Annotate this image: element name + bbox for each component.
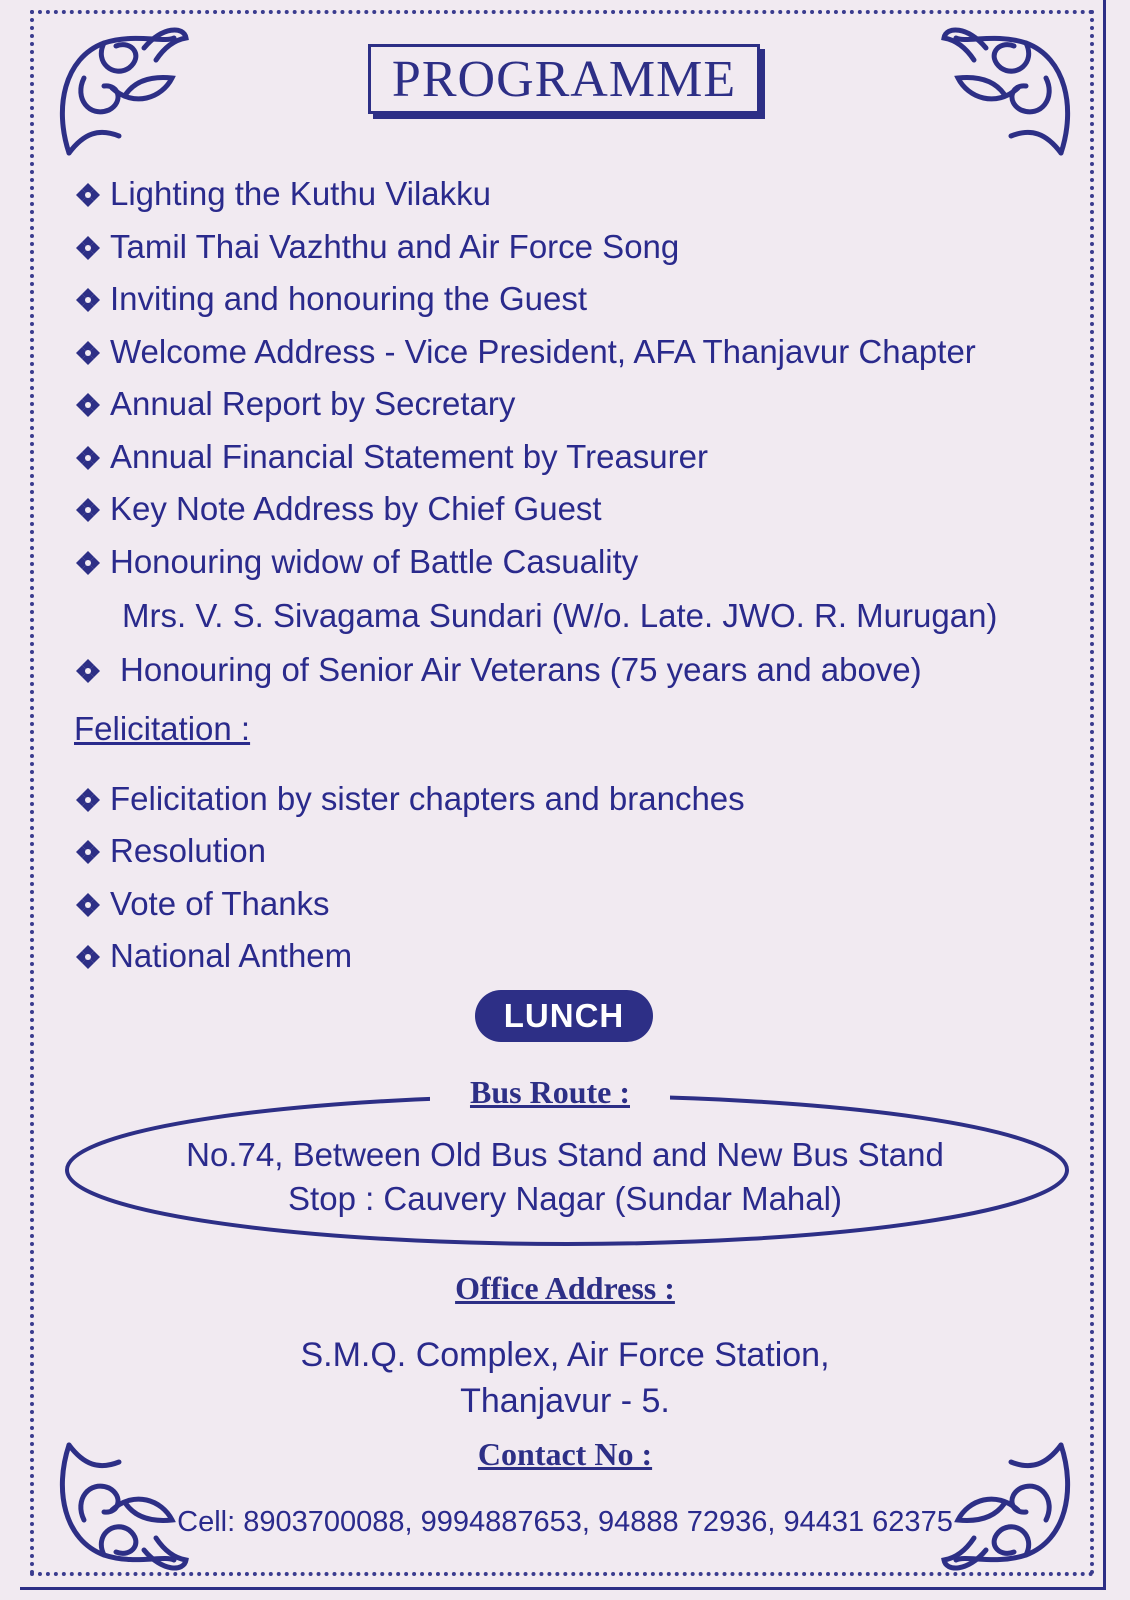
diamond-knot-icon xyxy=(74,655,110,685)
list-item xyxy=(74,168,1054,221)
list-item xyxy=(74,644,1054,697)
diamond-knot-icon xyxy=(74,941,110,971)
list-item-label: Annual Report by Secretary xyxy=(110,385,516,423)
list-item-label: National Anthem xyxy=(110,937,353,975)
list-item xyxy=(74,773,1054,826)
list-item-label: Key Note Address by Chief Guest xyxy=(110,490,602,528)
list-item-label: Annual Financial Statement by Treasurer xyxy=(110,437,708,475)
widow-name: Mrs. V. S. Sivagama Sundari (W/o. Late. JWO. R. Murugan) xyxy=(122,597,998,634)
list-item xyxy=(74,825,1054,878)
list-item-label: Resolution xyxy=(110,832,266,870)
list-item-label: Tamil Thai Vazhthu and Air Force Song xyxy=(110,227,680,265)
list-item xyxy=(74,378,1054,431)
diamond-knot-icon xyxy=(74,389,110,419)
list-item xyxy=(74,221,1054,274)
floral-scroll-icon xyxy=(936,18,1086,168)
list-item xyxy=(74,326,1054,379)
list-item xyxy=(74,878,1054,931)
diamond-knot-icon xyxy=(74,337,110,367)
diamond-knot-icon xyxy=(74,889,110,919)
diamond-knot-icon xyxy=(74,179,110,209)
diamond-knot-icon xyxy=(74,547,110,577)
bus-route-line1: No.74, Between Old Bus Stand and New Bus Stand xyxy=(186,1136,944,1173)
list-item-label: Honouring widow of Battle Casuality xyxy=(110,542,639,580)
list-item-label: Honouring of Senior Air Veterans (75 years and above) xyxy=(120,651,922,689)
bus-route-heading: Bus Route : xyxy=(430,1074,670,1111)
contact-heading: Contact No : xyxy=(477,1436,653,1472)
floral-scroll-icon xyxy=(44,18,194,168)
diamond-knot-icon xyxy=(74,232,110,262)
floral-scroll-icon xyxy=(936,1430,1086,1580)
floral-scroll-icon xyxy=(44,1430,194,1580)
list-item xyxy=(74,273,1054,326)
diamond-knot-icon xyxy=(74,284,110,314)
list-item xyxy=(74,431,1054,484)
list-item-label: Vote of Thanks xyxy=(110,884,330,922)
contact-cell-numbers: Cell: 8903700088, 9994887653, 94888 72936, 94431 62375 xyxy=(177,1506,953,1538)
office-address-heading: Office Address : xyxy=(455,1270,675,1306)
diamond-knot-icon xyxy=(74,442,110,472)
diamond-knot-icon xyxy=(74,784,110,814)
office-address-line2: Thanjavur - 5. xyxy=(460,1382,670,1420)
list-item-label: Welcome Address - Vice President, AFA Thanjavur Chapter xyxy=(110,332,976,370)
felicitation-heading: Felicitation : xyxy=(74,709,251,747)
list-item xyxy=(74,930,1054,983)
diamond-knot-icon xyxy=(74,836,110,866)
programme-list xyxy=(74,168,1054,983)
list-item xyxy=(74,483,1054,536)
diamond-knot-icon xyxy=(74,494,110,524)
list-item-label: Inviting and honouring the Guest xyxy=(110,280,588,318)
office-address-line1: S.M.Q. Complex, Air Force Station, xyxy=(300,1336,830,1374)
list-item-label: Felicitation by sister chapters and branches xyxy=(110,779,745,817)
bus-route-line2: Stop : Cauvery Nagar (Sundar Mahal) xyxy=(288,1180,842,1217)
page-title: PROGRAMME xyxy=(368,44,760,114)
list-item-label: Lighting the Kuthu Vilakku xyxy=(110,175,491,213)
lunch-badge: LUNCH xyxy=(475,990,653,1042)
list-item xyxy=(74,536,1054,589)
